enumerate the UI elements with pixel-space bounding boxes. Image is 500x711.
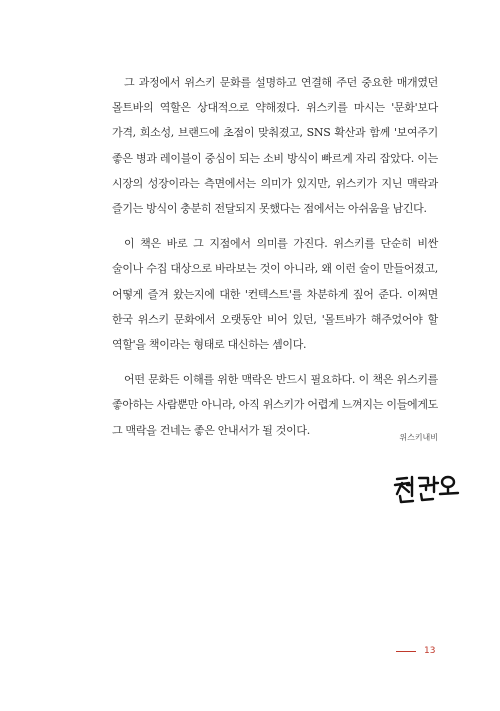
paragraph-1: 그 과정에서 위스키 문화를 설명하고 연결해 주던 중요한 매개였던 몰트바의 역할은 상대적으로 약해졌다. 위스키를 마시는 '문화'보다 가격, 희소성, 브랜드에 초점이 맞춰졌고, SNS 확산과 함께 '보여주기 좋은 병과 레이블이 중심이 되는 소비 방식이 빠르게 자리 잡았다. 이는 시장의 성장이라는 측면에서는 의미가 있지만, 위스키가 지닌 맥락과 즐기는 방식이 충분히 전달되지 못했다는 점에서는 아쉬움을 남긴다. <box>112 76 438 216</box>
paragraph-2: 이 책은 바로 그 지점에서 의미를 가진다. 위스키를 단순히 비싼 술이나 수집 대상으로 바라보는 것이 아니라, 왜 이런 술이 만들어졌고, 어떻게 즐겨 왔는지에 대한 '컨텍스트'를 차분하게 짚어 준다. 이쩌면 한국 위스키 문화에서 오랫동안 비어 있던, '몰트바가 해주었어야 할 역할'을 책이라는 형태로 대신하는 셈이다. <box>112 237 438 352</box>
handwritten-signature <box>392 472 462 512</box>
page-footer <box>396 646 435 656</box>
footer-rule <box>396 651 416 652</box>
body-text <box>112 70 438 453</box>
page-number: 13 <box>424 646 436 656</box>
paragraph-3: 어떤 문화든 이해를 위한 맥락은 반드시 필요하다. 이 책은 위스키를 좋아하는 사람뿐만 아니라, 아직 위스키가 어렵게 느껴지는 이들에게도 그 맥락을 건네는 좋은 안내서가 될 것이다. <box>112 373 438 437</box>
signature-image <box>392 472 462 508</box>
author-affiliation: 위스키내비 <box>399 433 438 442</box>
